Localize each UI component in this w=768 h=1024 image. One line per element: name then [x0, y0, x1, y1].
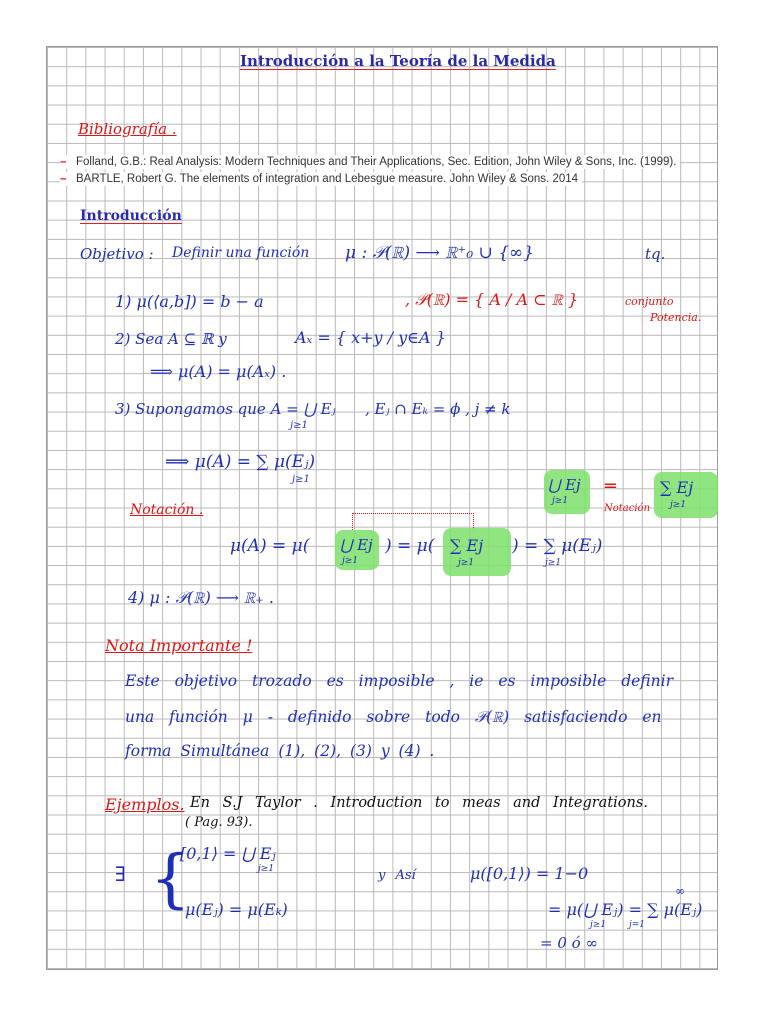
important-note-line-1: Este objetivo trozado es imposible , ie es imposible definir — [125, 672, 673, 690]
box-sum-subscript: j≥1 — [670, 500, 687, 510]
example-result-2-subscript: j≥1 j=1 — [590, 920, 646, 930]
example-result-2-superscript: ∞ — [675, 884, 685, 898]
case-brace: { — [150, 842, 191, 916]
examples-page: ( Pag. 93). — [185, 815, 253, 830]
bullet-dash-icon: – — [60, 156, 67, 168]
exists-symbol: ∃ — [115, 862, 126, 886]
example-result-2: = μ(⋃ Eⱼ) = ∑ μ(Eⱼ) — [548, 900, 703, 919]
item-1-note-conjunto: conjunto — [625, 295, 674, 308]
item-4-formula: 4) μ : 𝒫(ℝ) ⟶ ℝ₊ . — [128, 588, 274, 607]
notation-right-subscript: j≥1 — [545, 558, 562, 568]
item-2-formula: Aₓ = { x+y / y∈A } — [295, 328, 446, 347]
example-case-2: μ(Eⱼ) = μ(Eₖ) — [185, 900, 288, 919]
notation-heading: Notación . — [130, 502, 204, 518]
page-title: Introducción a la Teoría de la Medida — [240, 52, 556, 70]
notation-union: ⋃ Ej — [340, 536, 373, 554]
bibliography-entry — [60, 155, 680, 169]
notation-sum-subscript: j≥1 — [458, 558, 475, 568]
notation-formula-part-a: μ(A) = μ( — [230, 536, 310, 556]
item-2-text: 2) Sea A ⊆ ℝ y — [115, 330, 227, 348]
important-note-heading: Nota Importante ! — [105, 636, 253, 655]
objective-label: Objetivo : — [80, 245, 154, 263]
item-3-text: 3) Supongamos que A = ⋃ Eⱼ — [115, 400, 336, 418]
example-result-1: μ([0,1⟩) = 1−0 — [470, 864, 589, 883]
box-note-notacion: Notación — [604, 503, 651, 514]
objective-tq: tq. — [645, 245, 666, 263]
introduction-heading: Introducción — [80, 208, 182, 224]
item-3-disjoint: , Eⱼ ∩ Eₖ = ϕ , j ≠ k — [365, 400, 511, 418]
box-union-symbol: ⋃ Ej — [548, 476, 581, 494]
bullet-dash-icon: – — [60, 173, 67, 185]
box-equals-sign: ═ — [605, 476, 616, 497]
important-note-line-2: una función μ - definido sobre todo 𝒫(ℝ) satisfaciendo en — [125, 708, 662, 726]
example-case-1: [0,1⟩ = ⋃ Eⱼ — [180, 844, 276, 863]
item-3-subscript: j≥1 — [290, 420, 308, 431]
notation-union-subscript: j≥1 — [342, 556, 359, 566]
examples-reference: En S.J Taylor . Introduction to meas and Integrations. — [190, 795, 648, 811]
example-result-3: = 0 ó ∞ — [540, 934, 598, 952]
bibliography-entry-text: Folland, G.B.: Real Analysis: Modern Techniques and Their Applications, Sec. Edition, John Wiley & Sons, Inc. (1999). — [76, 156, 677, 168]
item-1-formula: 1) μ(⟨a,b]) = b − a — [115, 292, 264, 311]
important-note-line-3: forma Simultánea (1), (2), (3) y (4) . — [125, 742, 435, 760]
bibliography-heading: Bibliografía . — [78, 120, 177, 138]
notation-formula-part-c: ) = ∑ μ(Eⱼ) — [512, 536, 603, 556]
example-y-asi: y Así — [378, 868, 416, 883]
bibliography-entry-text: BARTLE, Robert G. The elements of integration and Lebesgue measure. John Wiley & Sons. 2014 — [76, 173, 579, 185]
item-1-note-potencia: Potencia. — [650, 311, 702, 324]
bibliography-entry — [60, 172, 582, 186]
item-2-implication: ⟹ μ(A) = μ(Aₓ) . — [150, 362, 287, 381]
item-3-implication-subscript: j≥1 — [292, 474, 310, 485]
box-union-subscript: j≥1 — [552, 496, 569, 506]
notation-sum: ∑ Ej — [450, 536, 484, 555]
examples-heading: Ejemplos. — [105, 795, 185, 814]
item-3-implication: ⟹ μ(A) = ∑ μ(Eⱼ) — [165, 452, 316, 472]
example-case-1-subscript: j≥1 — [258, 864, 275, 874]
box-sum-symbol: ∑ Ej — [660, 478, 694, 497]
objective-text: Definir una función — [172, 245, 310, 261]
notation-formula-part-b: ) = μ( — [385, 536, 435, 556]
objective-formula: μ : 𝒫(ℝ) ⟶ ℝ⁺₀ ∪ {∞} — [345, 243, 535, 263]
item-1-power-set: , 𝒫(ℝ) = { A / A ⊂ ℝ } — [405, 290, 579, 309]
